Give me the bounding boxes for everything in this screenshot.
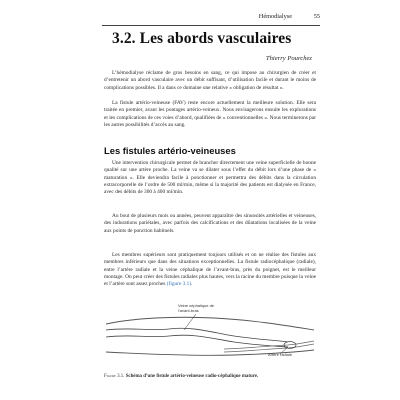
vein-label-leader: [184, 314, 196, 330]
paragraph-fav: La fistule artério-veineuse (FAV) reste encore actuellement la meilleure solution. Elle sera traitée en premier, avant les pontages artério-veineux. Nous envisagerons ensuite les explorations et les complications de ces voies d’abord, qualifiées de « conventionnelles ». Nous terminerons par les autres possibilités d’accès au sang.: [104, 100, 316, 128]
vein-label: Veine céphalique de l’avant-bras: [178, 303, 215, 313]
paragraph-intervention: Une intervention chirurgicale permet de brancher directement une veine superficielle de bonne qualité sur une artère proche. La veine va se dilater sous l’effet du débit lors d’une phase de « maturation ». Elle deviendra facile à ponctionner et permettra des débits dans la circulation extracorporelle de l’ordre de 500 ml/min, même si la majorité des patients est dialysée en France, avec des débits de 300 à 400 ml/min.: [104, 160, 316, 196]
figure-fistula-diagram: [104, 300, 316, 362]
subsection-title: Les fistules artério-veineuses: [104, 145, 236, 156]
running-head-chapter: Hémodialyse: [258, 13, 292, 20]
author-name: Thierry Pourchez: [265, 55, 312, 62]
artery-label: Artère radiale: [268, 352, 293, 357]
paragraph-intro: L’hémodialyse réclame de gros besoins en sang, ce qui impose au chirurgien de créer et d’entretenir un abord vasculaire avec un débit suffisant, d’utilisation facile et durant le moins de complications possibles. Il a dans ce domaine une relative « obligation de résultat ».: [104, 70, 316, 91]
caption-text: Schéma d’une fistule artério-veineuse radio-céphalique mature.: [125, 374, 259, 379]
figure-reference-tail: .: [191, 281, 193, 288]
running-head: [102, 11, 320, 26]
figure-reference-link[interactable]: (figure 3.1): [166, 281, 192, 288]
forearm-outline-top: [106, 317, 314, 330]
figure-caption: [104, 374, 316, 380]
page-number: 55: [313, 13, 320, 20]
caption-label: Figure 3.1.: [104, 374, 125, 379]
paragraph-membres-text: Les membres supérieurs sont pratiquement toujours utilisés et on ne réalise des fistules aux membres inférieurs que dans des situations exceptionnelles. La fistule radiocéphalique (radiale), entre l’artère radiale et la veine céphalique de l’avant-bras, près du poignet, est le meilleur montage. On peut créer des fistules radiales plus hautes, vers la racine du membre puisque la veine et l’artère sont assez proches: [104, 252, 316, 288]
vein-wall-upper: [106, 328, 288, 342]
section-title: 3.2. Les abords vasculaires: [112, 30, 292, 47]
vein-wall-lower: [106, 335, 288, 347]
paragraph-evolution: Au bout de plusieurs mois ou années, peuvent apparaître des sinuosités artérielles et veineuses, des indurations pariétales, avec parfois des calcifications et des dilatations localisées de la veine aux points de ponction habituels.: [104, 213, 316, 234]
paragraph-membres: [104, 252, 316, 288]
